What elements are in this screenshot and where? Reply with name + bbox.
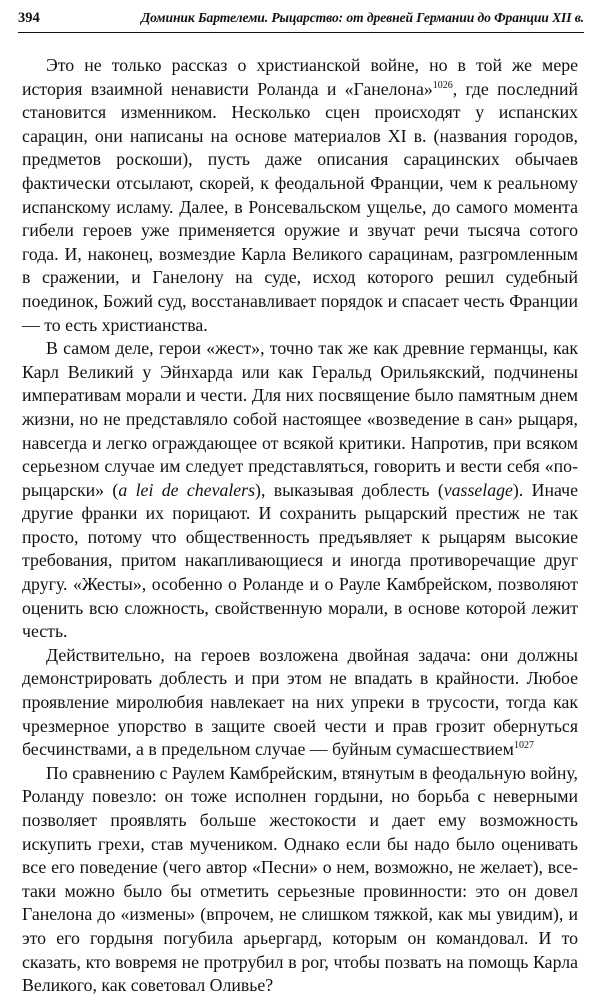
footnote-ref: 1027 xyxy=(513,740,534,752)
text-segment: ), выказывая доблесть ( xyxy=(255,479,444,500)
paragraph xyxy=(22,337,578,644)
text-segment: Действительно, на героев возложена двойная задача: они должны демонстрировать доблесть и при этом не впадать в крайности. Любое проявление миролюбия навлекает на них упреки в трусости, тогда как чрезмерное упорство в защите своей чести и прав грозит обернуться бесчинствами, а в предельном случае — буйным сумасшествием xyxy=(22,644,578,760)
paragraph xyxy=(22,762,578,998)
text-segment: Это не только рассказ о христианской войне, но в той же мере история взаимной ненависти Роланда и «Ганелона» xyxy=(22,55,578,99)
page-number: 394 xyxy=(18,10,40,26)
text-segment: ). Иначе другие франки их порицают. И сохранить рыцарский престиж не так просто, потому что общественность предъявляет к рыцарям высокие требования, притом накапливающиеся и иногда противоречащие друг другу. «Жесты», особенно о Роланде и о Рауле Камбрейском, позволяют оценить всю сложность, свойственную морали, в основе которой лежит честь. xyxy=(22,479,578,642)
paragraph xyxy=(22,54,578,337)
foreign-term: a lei de chevalers xyxy=(118,479,256,500)
footnote-ref: 1026 xyxy=(432,79,453,91)
text-segment: В самом деле, герои «жест», точно так же как древние германцы, как Карл Великий у Эйнхарда или как Геральд Орильякский, подчинены императивам морали и чести. Для них посвящение было памятным днем жизни, но не представляло собой настоящее «возведение в сан» рыцаря, навсегда и легко ограждающее от всякой критики. Напротив, при всяком серьезном случае им следует представляться, говорить и вести себя «по-рыцарски» ( xyxy=(22,338,578,500)
text-segment: , где последний становится изменником. Несколько сцен происходят у испанских сарацин, они написаны на основе материалов XI в. (названия городов, предметов роскоши), пусть даже описания сарацинских обычаев фактически отсылают, скорей, к феодальной Франции, чем к реальному испанскому исламу. Далее, в Ронсевальском ущелье, до самого момента гибели героев уже применяется оружие и звучат речи тысяча сотого года. И, наконец, возмездие Карла Великого сарацинам, разгромленным в сражении, и Ганелону на суде, исход которого решил судебный поединок, Божий суд, восстанавливает порядок и спасает честь Франции — то есть христианства. xyxy=(22,78,578,335)
running-header xyxy=(18,8,584,33)
body-text xyxy=(22,54,578,998)
text-segment: По сравнению с Раулем Камбрейским, втянутым в феодальную войну, Роланду повезло: он тоже исполнен гордыни, но борьба с неверными позволяет проявлять больше жестокости и дает ему возможность искупить грехи, став мучеником. Однако если бы надо было оценивать все его поведение (чего автор «Песни» о нем, возможно, не желает), все-таки можно было бы отметить серьезные провинности: это он довел Ганелона до «измены» (впрочем, не слишком тяжкой, как мы увидим), и это его гордыня погубила арьергард, которым он командовал. И то сказать, кто вовремя не протрубил в рог, чтобы позвать на помощь Карла Великого, как советовал Оливье? xyxy=(22,762,578,996)
paragraph xyxy=(22,644,578,762)
running-title: Доминик Бартелеми. Рыцарство: от древней Германии до Франции XII в. xyxy=(140,10,584,25)
foreign-term: vasselage xyxy=(443,479,513,500)
